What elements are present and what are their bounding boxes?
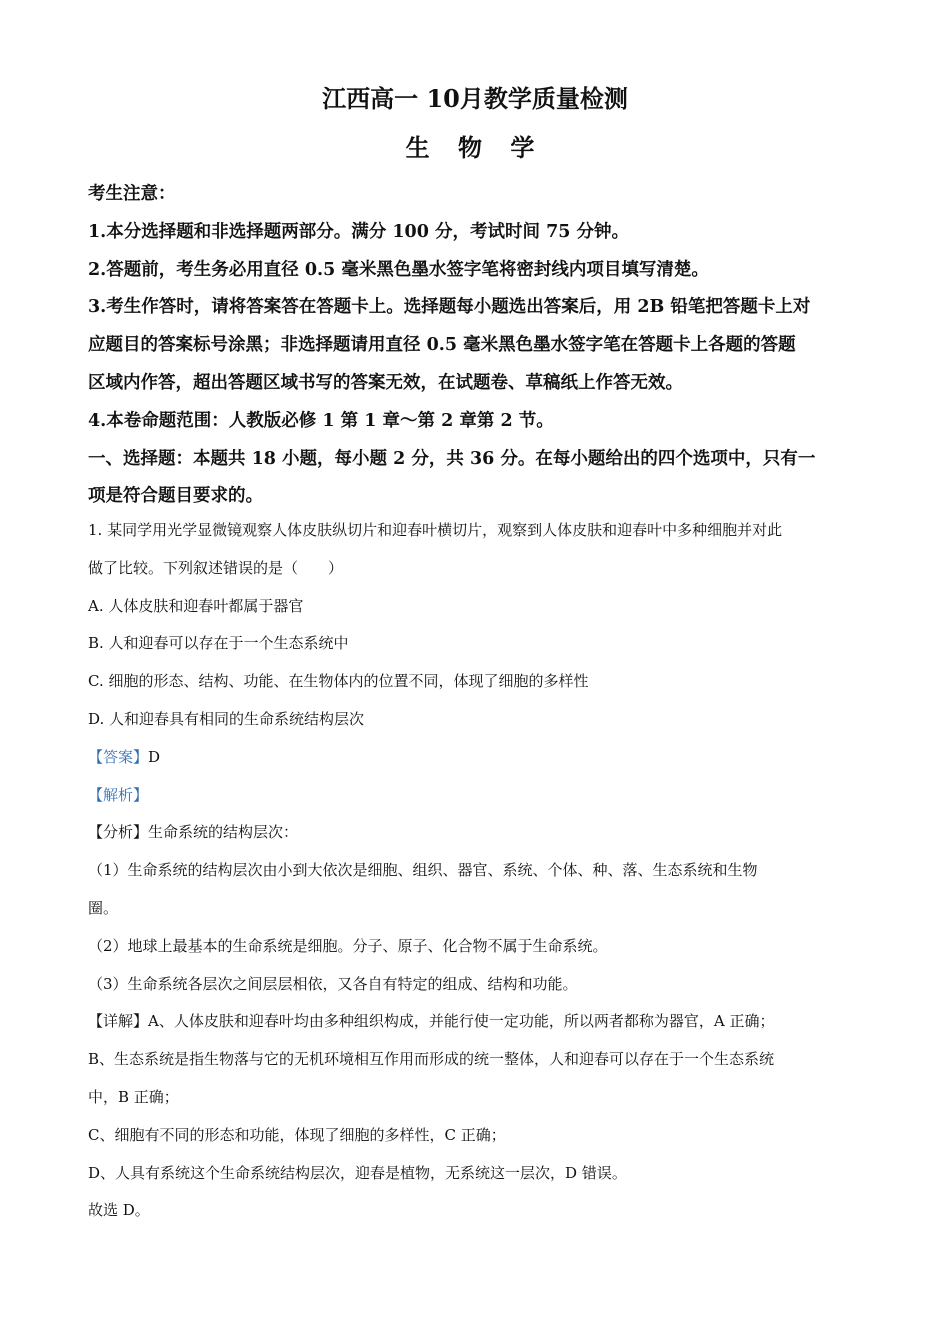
explanation-line: （1）生命系统的结构层次由小到大依次是细胞、组织、器官、系统、个体、种、落、生态系统和生物 [88, 861, 758, 880]
section-heading: 项是符合题目要求的。 [88, 486, 263, 507]
explanation-line: （3）生命系统各层次之间层层相依，又各自有特定的组成、结构和功能。 [88, 974, 578, 993]
note-line: 区域内作答，超出答题区域书写的答案无效，在试题卷、草稿纸上作答无效。 [88, 372, 683, 393]
explanation-line: B、生态系统是指生物落与它的无机环境相互作用而形成的统一整体，人和迎春可以存在于一个生态系统 [88, 1050, 775, 1069]
subject-title: 生 物 学 [405, 133, 545, 162]
answer-tag: 【答案】 [88, 747, 149, 766]
note-line: 1.本分选择题和非选择题两部分。满分 100 分，考试时间 75 分钟。 [88, 221, 630, 242]
explanation-line: 中，B 正确； [88, 1087, 179, 1106]
explanation-line: 故选 D。 [88, 1201, 150, 1220]
exam-notes [88, 176, 868, 516]
exam-title: 江西高一 10月教学质量检测 [322, 84, 628, 113]
note-line: 4.本卷命题范围：人教版必修 1 第 1 章～第 2 章第 2 节。 [88, 410, 554, 431]
option-c: C. 细胞的形态、结构、功能、在生物体内的位置不同，体现了细胞的多样性 [88, 672, 589, 691]
note-line: 2.答题前，考生务必用直径 0.5 毫米黑色墨水签字笔将密封线内项目填写清楚。 [88, 259, 709, 280]
explanation-line: C、细胞有不同的形态和功能，体现了细胞的多样性，C 正确； [88, 1125, 506, 1144]
question-1 [88, 512, 868, 1230]
explanation-line: 【分析】生命系统的结构层次： [88, 823, 299, 842]
option-d: D. 人和迎春具有相同的生命系统结构层次 [88, 709, 365, 728]
explanation-line: 【详解】A、人体皮肤和迎春叶均由多种组织构成，并能行使一定功能，所以两者都称为器官，A 正确； [88, 1012, 775, 1031]
option-b: B. 人和迎春可以存在于一个生态系统中 [88, 634, 349, 653]
question-stem: 做了比较。下列叙述错误的是（ ） [88, 558, 344, 577]
question-stem: 1. 某同学用光学显微镜观察人体皮肤纵切片和迎春叶横切片，观察到人体皮肤和迎春叶中多种细胞并对此 [88, 521, 783, 539]
answer-line [88, 739, 868, 777]
notes-heading: 考生注意： [88, 184, 176, 204]
explanation-line: （2）地球上最基本的生命系统是细胞。分子、原子、化合物不属于生命系统。 [88, 936, 608, 955]
answer-value: D [148, 747, 161, 766]
option-a: A. 人体皮肤和迎春叶都属于器官 [88, 596, 304, 615]
section-heading: 一、选择题：本题共 18 小题，每小题 2 分，共 36 分。在每小题给出的四个选项中，只有一 [88, 448, 816, 469]
note-line: 应题目的答案标号涂黑；非选择题请用直径 0.5 毫米黑色墨水签字笔在答题卡上各题的答题 [88, 335, 796, 356]
note-line: 3.考生作答时，请将答案答在答题卡上。选择题每小题选出答案后，用 2B 铅笔把答题卡上对 [88, 297, 811, 318]
analysis-tag: 【解析】 [88, 785, 149, 804]
explanation-line: D、人具有系统这个生命系统结构层次，迎春是植物，无系统这一层次，D 错误。 [88, 1163, 627, 1182]
explanation-line: 圈。 [88, 898, 119, 917]
